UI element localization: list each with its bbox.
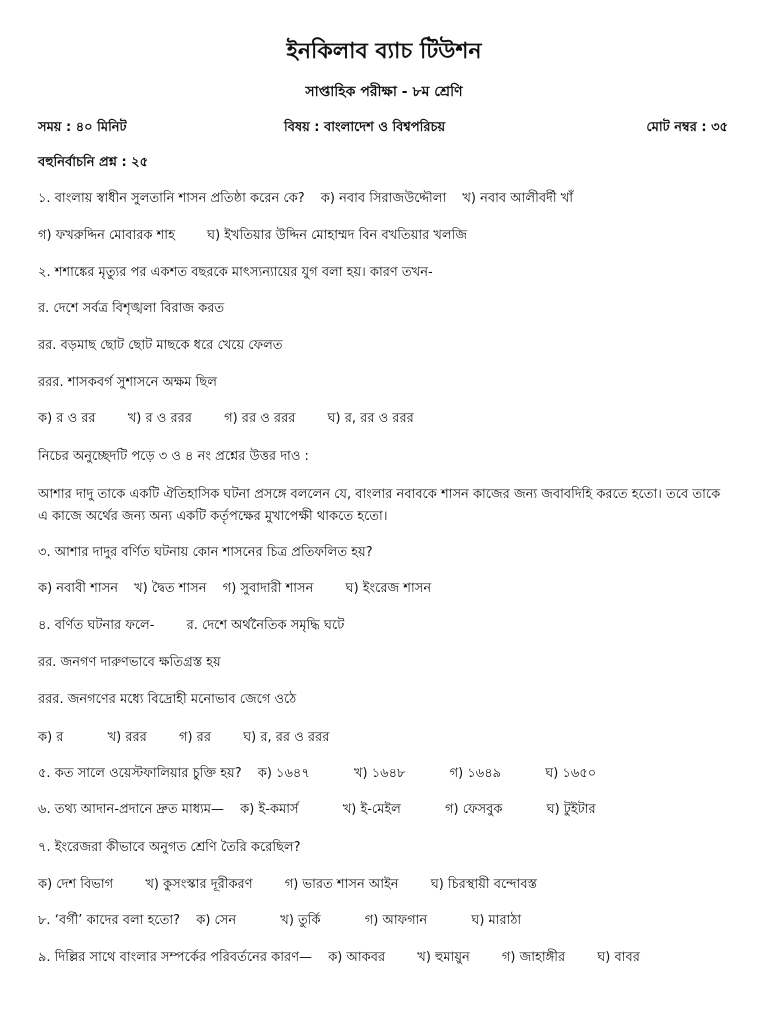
- question-9: [38, 949, 730, 967]
- option-c: গ) ফেসবুক: [445, 802, 503, 817]
- question-5: [38, 765, 730, 783]
- option-c: গ) সুবাদারী শাসন: [222, 581, 314, 596]
- exam-time: সময় : ৪০ মিনিট: [38, 120, 127, 135]
- question-text: ৯. দিল্লির সাথে বাংলার সম্পর্কের পরিবর্তনের কারণ—: [38, 950, 313, 965]
- exam-total-marks: মোট নম্বর : ৩৫: [646, 120, 728, 135]
- option-a: ক) র ও রর: [38, 411, 96, 426]
- option-b: খ) দ্বৈত শাসন: [134, 581, 207, 596]
- option-c: গ) রর: [178, 730, 211, 745]
- option-a: ক) নবাবী শাসন: [38, 581, 118, 596]
- question-2-statement-1: র. দেশে সর্বত্র বিশৃঙ্খলা বিরাজ করত: [38, 301, 225, 316]
- option-a: ক) দেশ বিভাগ: [38, 877, 114, 892]
- question-text: ৬. তথ্য আদান-প্রদানে দ্রুত মাধ্যম—: [38, 802, 225, 817]
- option-a: ক) র: [38, 730, 64, 745]
- exam-meta-row: [38, 118, 728, 138]
- question-text: ১. বাংলায় স্বাধীন সুলতানি শাসন প্রতিষ্ঠা করেন কে?: [38, 191, 305, 206]
- question-4: [38, 617, 730, 635]
- option-c: গ) ফখরুদ্দিন মোবারক শাহ: [38, 228, 175, 243]
- option-b: খ) র ও ররর: [127, 411, 192, 426]
- question-text: ৪. বর্ণিত ঘটনার ফলে-: [38, 618, 155, 633]
- page-title: ইনকিলাব ব্যাচ টিউশন: [286, 39, 482, 64]
- option-b: খ) কুসংস্কার দূরীকরণ: [145, 877, 253, 892]
- option-c: গ) আফগান: [364, 913, 428, 928]
- passage-text: আশার দাদু তাকে একটি ঐতিহাসিক ঘটনা প্রসঙ্গে বললেন যে, বাংলার নবাবকে শাসন কাজের জন্য জবাবদিহি করতে হতো। তবে তাকে এ কাজে অর্থের জন্য অন্য একটি কর্তৃপক্ষের মুখাপেক্ষী থাকতে হতো।: [38, 487, 721, 524]
- option-d: ঘ) বাবর: [597, 950, 640, 965]
- question-2: ২. শশাঙ্কের মৃত্যুর পর একশত বছরকে মাৎস্যন্যায়ের যুগ বলা হয়। কারণ তখন-: [38, 265, 433, 280]
- question-3-options: [38, 580, 730, 598]
- option-d: ঘ) টুইটার: [546, 802, 596, 817]
- exam-subject: বিষয় : বাংলাদেশ ও বিশ্বপরিচয়: [284, 120, 446, 135]
- question-8: [38, 912, 730, 930]
- question-4-options: [38, 729, 730, 747]
- option-b: খ) হুমায়ুন: [417, 950, 470, 965]
- option-c: গ) রর ও ররর: [224, 411, 296, 426]
- option-d: ঘ) ইংরেজ শাসন: [345, 581, 432, 596]
- option-a: ক) সেন: [196, 913, 237, 928]
- question-2-options: [38, 410, 730, 428]
- option-b: খ) ১৬৪৮: [353, 766, 406, 781]
- question-text: ৮. ‘বর্গী’ কাদের বলা হতো?: [38, 913, 181, 928]
- option-d: ঘ) মারাঠা: [471, 913, 522, 928]
- question-7-options: [38, 876, 730, 894]
- question-7: ৭. ইংরেজরা কীভাবে অনুগত শ্রেণি তৈরি করেছিল?: [38, 840, 301, 855]
- option-b: খ) ই-মেইল: [342, 802, 401, 817]
- question-2-statement-2: রর. বড়মাছ ছোট ছোট মাছকে ধরে খেয়ে ফেলত: [38, 338, 283, 353]
- option-d: ঘ) চিরস্থায়ী বন্দোবস্ত: [430, 877, 537, 892]
- question-1-options-row2: [38, 227, 730, 245]
- option-d: ঘ) ১৬৫০: [545, 766, 597, 781]
- question-4-statement-1: র. দেশে অর্থনৈতিক সমৃদ্ধি ঘটে: [186, 618, 345, 633]
- section-heading: বহুনির্বাচনি প্রশ্ন : ২৫: [38, 155, 149, 170]
- question-1: [38, 190, 730, 208]
- option-b: খ) তুর্কি: [280, 913, 321, 928]
- option-d: ঘ) ইখতিয়ার উদ্দিন মোহাম্মদ বিন বখতিয়ার খলজি: [207, 228, 467, 243]
- option-c: গ) ১৬৪৯: [449, 766, 502, 781]
- exam-subtitle: সাপ্তাহিক পরীক্ষা - ৮ম শ্রেণি: [305, 84, 463, 100]
- question-4-statement-2: রর. জনগণ দারুণভাবে ক্ষতিগ্রস্ত হয়: [38, 655, 221, 670]
- option-c: গ) জাহাঙ্গীর: [501, 950, 566, 965]
- question-text: ৫. কত সালে ওয়েস্টফালিয়ার চুক্তি হয়?: [38, 766, 242, 781]
- option-c: গ) ভারত শাসন আইন: [284, 877, 399, 892]
- option-d: ঘ) র, রর ও ররর: [243, 730, 330, 745]
- option-a: ক) নবাব সিরাজউদ্দৌলা: [320, 191, 447, 206]
- option-a: ক) ১৬৪৭: [257, 766, 310, 781]
- question-3: ৩. আশার দাদুর বর্ণিত ঘটনায় কোন শাসনের চিত্র প্রতিফলিত হয়?: [38, 545, 373, 560]
- option-b: খ) নবাব আলীবর্দী খাঁ: [462, 191, 574, 206]
- option-d: ঘ) র, রর ও ররর: [327, 411, 414, 426]
- option-a: ক) ই-কমার্স: [240, 802, 299, 817]
- question-6: [38, 801, 730, 819]
- question-2-statement-3: ররর. শাসকবর্গ সুশাসনে অক্ষম ছিল: [38, 375, 217, 390]
- passage-instruction: নিচের অনুচ্ছেদটি পড়ে ৩ ও ৪ নং প্রশ্নের উত্তর দাও :: [38, 449, 309, 464]
- option-b: খ) ররর: [107, 730, 147, 745]
- option-a: ক) আকবর: [328, 950, 386, 965]
- question-4-statement-3: ররর. জনগণের মধ্যে বিদ্রোহী মনোভাব জেগে ওঠে: [38, 692, 297, 707]
